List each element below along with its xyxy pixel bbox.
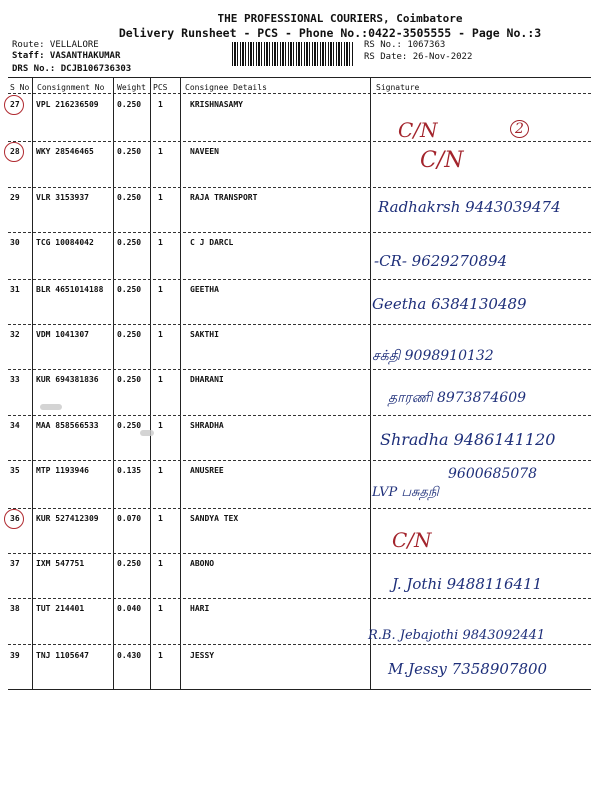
- row-sno: 39: [10, 651, 20, 660]
- row-divider: [8, 415, 591, 416]
- row-weight: 0.250: [117, 421, 142, 430]
- row-consignment-no: IXM 547751: [36, 559, 85, 568]
- row-pcs: 1: [158, 604, 163, 613]
- row-divider: [8, 553, 591, 554]
- col-header-sno: S No: [10, 83, 30, 92]
- row-divider: [8, 187, 591, 188]
- row-divider: [8, 279, 591, 280]
- rs-date: RS Date: 26-Nov-2022: [364, 52, 473, 62]
- row-pcs: 1: [158, 651, 163, 660]
- handwritten-signature: சக்தி 9098910132: [372, 348, 494, 364]
- handwritten-signature: -CR- 9629270894: [374, 252, 508, 270]
- col-header-consignee: Consignee Details: [185, 83, 267, 92]
- row-weight: 0.250: [117, 100, 142, 109]
- handwritten-signature: C/N: [420, 148, 464, 173]
- row-pcs: 1: [158, 147, 163, 156]
- row-weight: 0.040: [117, 604, 142, 613]
- row-consignee: GEETHA: [190, 285, 219, 294]
- row-pcs: 1: [158, 330, 163, 339]
- pen-circle-mark: [4, 95, 24, 115]
- company-title: THE PROFESSIONAL COURIERS, Coimbatore: [217, 12, 463, 25]
- row-pcs: 1: [158, 238, 163, 247]
- row-pcs: 1: [158, 375, 163, 384]
- row-consignee: SHRADHA: [190, 421, 224, 430]
- row-weight: 0.250: [117, 193, 142, 202]
- row-pcs: 1: [158, 100, 163, 109]
- row-consignment-no: TCG 10084042: [36, 238, 94, 247]
- row-consignee: RAJA TRANSPORT: [190, 193, 258, 202]
- row-consignment-no: KUR 527412309: [36, 514, 99, 523]
- runsheet-title: Delivery Runsheet - PCS - Phone No.:0422-3505555 - Page No.:3: [118, 26, 542, 40]
- col-header-pcs: PCS: [153, 83, 168, 92]
- handwritten-signature: Geetha 6384130489: [372, 295, 527, 313]
- handwritten-note: 2: [510, 120, 529, 138]
- row-consignee: SAKTHI: [190, 330, 219, 339]
- row-sno: 38: [10, 604, 20, 613]
- row-consignment-no: TUT 214401: [36, 604, 85, 613]
- handwritten-signature: M.Jessy 7358907800: [388, 660, 548, 678]
- row-divider: [8, 324, 591, 325]
- ink-smudge: [40, 404, 62, 410]
- row-sno: 27: [10, 100, 20, 109]
- row-consignee: ABONO: [190, 559, 215, 568]
- row-pcs: 1: [158, 193, 163, 202]
- row-pcs: 1: [158, 514, 163, 523]
- drs-number: DRS No.: DCJB106736303: [12, 64, 132, 74]
- row-consignee: KRISHNASAMY: [190, 100, 243, 109]
- row-sno: 32: [10, 330, 20, 339]
- col-header-signature: Signature: [376, 83, 420, 92]
- row-consignment-no: VLR 3153937: [36, 193, 89, 202]
- row-weight: 0.250: [117, 375, 142, 384]
- row-consignee: JESSY: [190, 651, 215, 660]
- row-consignment-no: VPL 216236509: [36, 100, 99, 109]
- route-label: Route: VELLALORE: [12, 40, 99, 50]
- col-header-consignment: Consignment No: [37, 83, 105, 92]
- row-pcs: 1: [158, 559, 163, 568]
- row-divider: [8, 141, 591, 142]
- row-consignee: DHARANI: [190, 375, 224, 384]
- row-sno: 28: [10, 147, 20, 156]
- row-divider: [8, 460, 591, 461]
- handwritten-signature: Radhakrsh 9443039474: [378, 198, 561, 216]
- row-divider: [8, 644, 591, 645]
- pen-circle-mark: [4, 509, 24, 529]
- row-consignment-no: MAA 858566533: [36, 421, 99, 430]
- row-weight: 0.250: [117, 147, 142, 156]
- row-sno: 30: [10, 238, 20, 247]
- header-rule: [8, 93, 591, 94]
- row-consignee: C J DARCL: [190, 238, 234, 247]
- row-sno: 34: [10, 421, 20, 430]
- row-sno: 29: [10, 193, 20, 202]
- row-pcs: 1: [158, 285, 163, 294]
- row-sno: 37: [10, 559, 20, 568]
- row-weight: 0.250: [117, 330, 142, 339]
- row-consignment-no: KUR 694381836: [36, 375, 99, 384]
- rs-number: RS No.: 1067363: [364, 40, 446, 50]
- row-sno: 36: [10, 514, 20, 523]
- handwritten-signature: J. Jothi 9488116411: [392, 575, 543, 593]
- row-pcs: 1: [158, 421, 163, 430]
- staff-label: Staff: VASANTHAKUMAR: [12, 51, 121, 61]
- handwritten-signature: C/N: [398, 118, 438, 142]
- row-weight: 0.250: [117, 238, 142, 247]
- handwritten-signature: தாரணி 8973874609: [388, 390, 527, 406]
- row-divider: [8, 598, 591, 599]
- col-header-weight: Weight: [117, 83, 146, 92]
- table-top-rule: [8, 77, 591, 78]
- row-consignee: SANDYA TEX: [190, 514, 239, 523]
- row-consignment-no: TNJ 1105647: [36, 651, 89, 660]
- handwritten-note: LVP பசுதநி: [372, 485, 439, 500]
- row-weight: 0.250: [117, 285, 142, 294]
- pen-circle-mark: [4, 142, 24, 162]
- row-weight: 0.135: [117, 466, 142, 475]
- row-weight: 0.430: [117, 651, 142, 660]
- row-divider: [8, 508, 591, 509]
- ink-smudge: [140, 430, 154, 436]
- handwritten-signature: R.B. Jebajothi 9843092441: [368, 628, 546, 643]
- row-weight: 0.250: [117, 559, 142, 568]
- row-sno: 35: [10, 466, 20, 475]
- row-consignment-no: BLR 4651014188: [36, 285, 104, 294]
- row-divider: [8, 369, 591, 370]
- row-sno: 31: [10, 285, 20, 294]
- row-sno: 33: [10, 375, 20, 384]
- barcode: [232, 42, 354, 66]
- row-consignment-no: MTP 1193946: [36, 466, 89, 475]
- row-consignment-no: WKY 28546465: [36, 147, 94, 156]
- row-consignment-no: VDM 1041307: [36, 330, 89, 339]
- handwritten-signature: Shradha 9486141120: [380, 430, 556, 449]
- row-consignee: ANUSREE: [190, 466, 224, 475]
- row-weight: 0.070: [117, 514, 142, 523]
- handwritten-signature: 9600685078: [448, 466, 538, 482]
- row-pcs: 1: [158, 466, 163, 475]
- handwritten-signature: C/N: [392, 528, 432, 552]
- table-bottom-rule: [8, 689, 591, 690]
- row-consignee: NAVEEN: [190, 147, 219, 156]
- row-consignee: HARI: [190, 604, 210, 613]
- row-divider: [8, 232, 591, 233]
